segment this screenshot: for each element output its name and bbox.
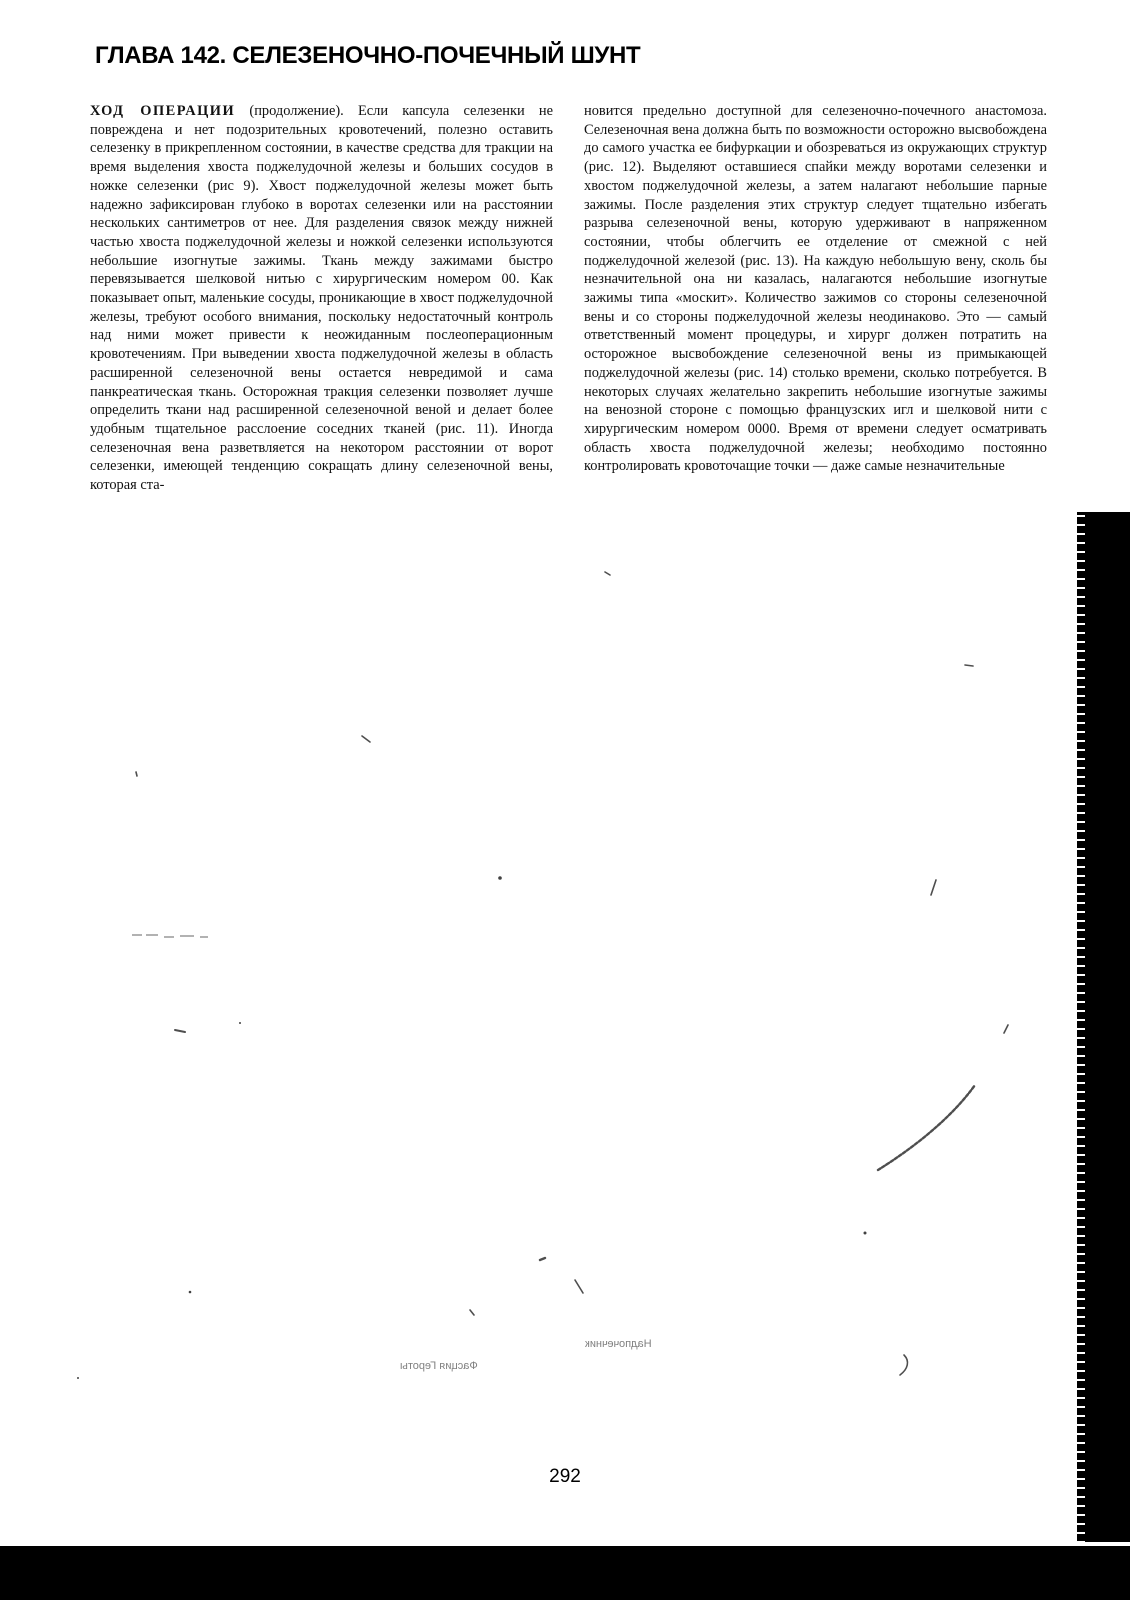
scan-artifacts [0, 560, 1130, 1420]
paragraph-left [90, 102, 553, 495]
paragraph-left-text: (продолжение). Если капсула селезенки не повреждена и нет подозрительных кровотечений, полезно оставить селезенку в прикрепленном состоянии, в качестве средства для тракции на время выделения хвоста поджелудочной железы и больших сосудов в ножке селезенки (рис 9). Хвост поджелудочной железы может быть надежно зафиксирован глубоко в воротах селезенки или на расстоянии нескольких сантиметров от нее. Для разделения связок между нижней частью хвоста поджелудочной железы и ножкой селезенки используются небольшие изогнутые зажимы. Ткань между зажимами быстро перевязывается шелковой нитью с хирургическим номером 00. Как показывает опыт, маленькие сосуды, проникающие в хвост поджелудочной железы, требуют особого внимания, поскольку недостаточный контроль над ними может привести к неожиданным послеоперационным кровотечениям. При выведении хвоста поджелудочной железы в область расширенной селезеночной вены остается невредимой и сама панкреатическая ткань. Осторожная тракция селезенки позволяет лучше определить ткани над расширенной селезеночной веной и делает более удобным тщательное расслоение соседних тканей (рис. 11). Иногда селезеночная вена разветвляется на некотором расстоянии от ворот селезенки, имеющей тенденцию сокращать длину селезеночной вены, которая ста- [90, 103, 553, 494]
text-column-right [584, 102, 1047, 476]
page-number: 292 [549, 1466, 581, 1487]
section-runin-heading: ХОД ОПЕРАЦИИ [90, 103, 236, 119]
paragraph-right: новится предельно доступной для селезеночно-почечного анастомоза. Селезеночная вена должна быть по возможности осторожно высвобождена до самого участка ее бифуркации и обозреваться из окружающих структур (рис. 12). Выделяют оставшиеся спайки между воротами селезенки и хвостом поджелудочной железы, а затем налагают небольшие парные зажимы. После разделения этих структур следует тщательно избегать разрыва селезеночной вены, которую удерживают в напряженном состоянии, чтобы облегчить ее отделение от смежной с ней поджелудочной железой (рис. 13). На каждую небольшую вену, сколь бы незначительной она ни казалась, налагаются небольшие изогнутые зажимы типа «москит». Количество зажимов со стороны селезеночной вены и со стороны поджелудочной железы неодинаково. Это — самый ответственный момент процедуры, и хирург должен потратить на осторожное высвобождение селезеночной вены из примыкающей поджелудочной железы (рис. 14) столько времени, сколько потребуется. В некоторых случаях желательно закрепить небольшие изогнутые зажимы на венозной стороне с помощью французских игл и шелковой нити с хирургическим номером 0000. Время от времени следует осматривать область хвоста поджелудочной железы; необходимо постоянно контролировать кровоточащие точки — даже самые незначительные [584, 103, 1047, 475]
text-column-left [90, 102, 553, 495]
bleed-through-label-1: Фасция Героты [400, 1360, 478, 1372]
scan-edge-bottom [0, 1546, 1130, 1600]
bleed-through-label-2: Надпочечник [585, 1338, 652, 1350]
scan-edge-right [1083, 512, 1130, 1542]
chapter-heading: ГЛАВА 142. СЕЛЕЗЕНОЧНО-ПОЧЕЧНЫЙ ШУНТ [95, 42, 641, 69]
